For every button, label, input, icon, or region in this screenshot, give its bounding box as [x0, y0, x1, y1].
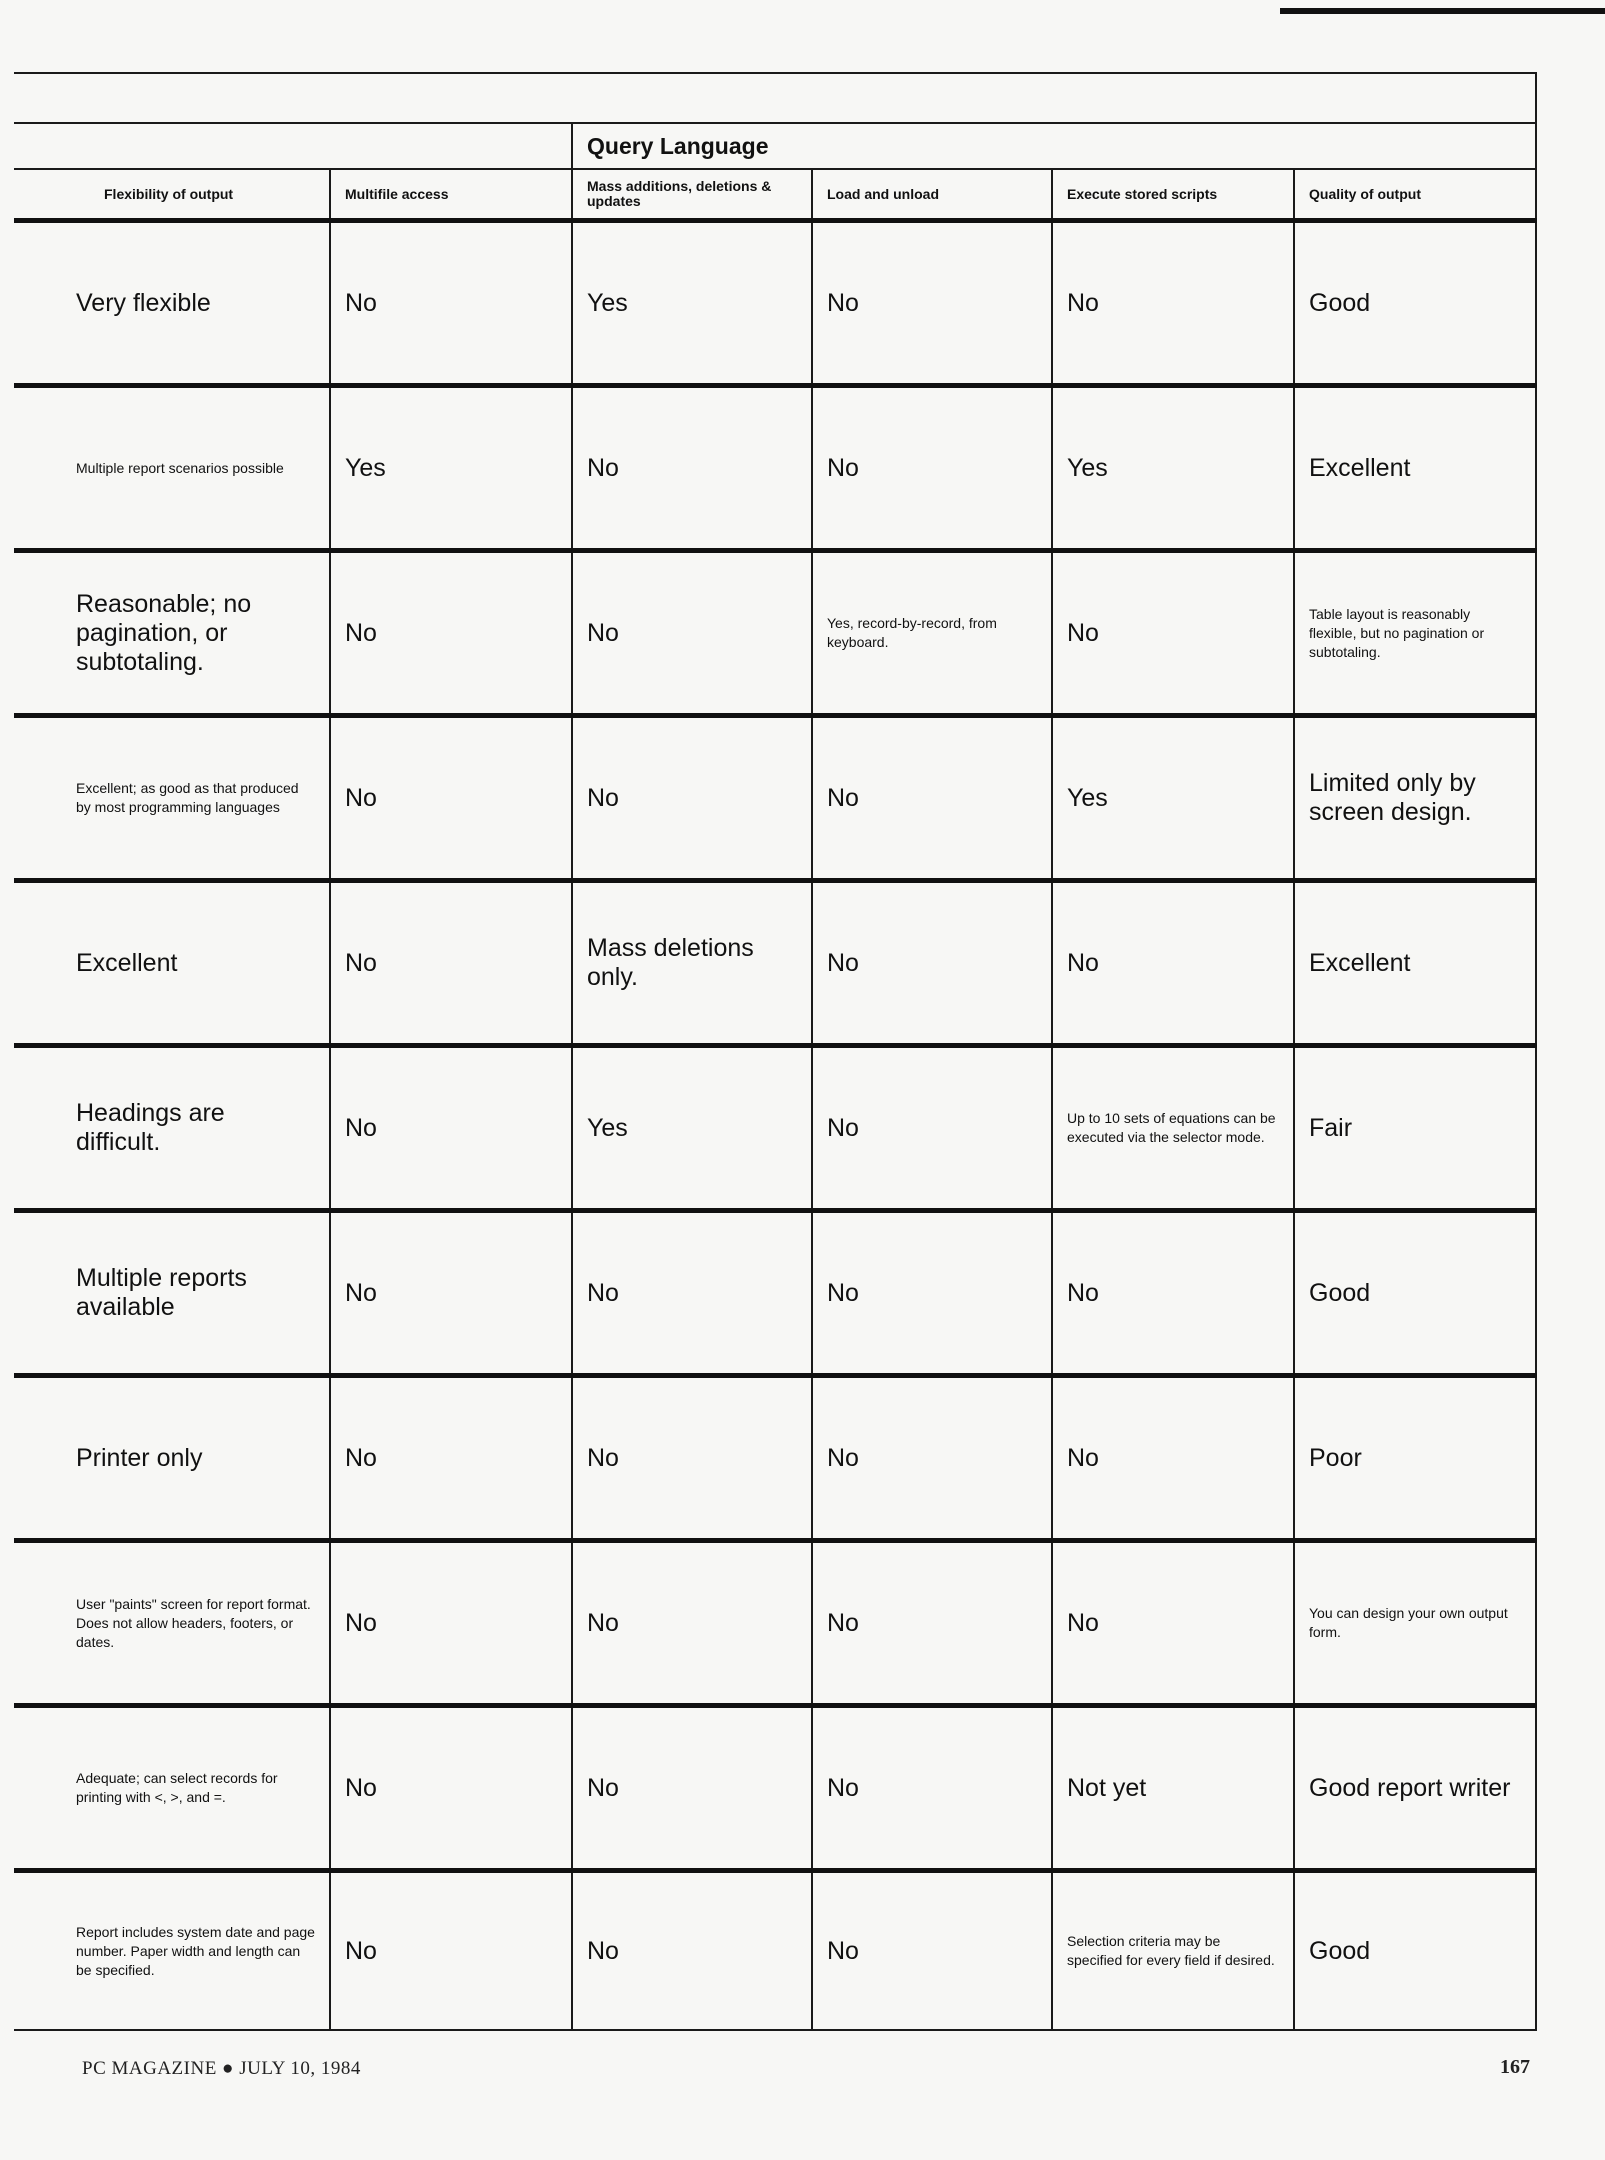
column-header-row [14, 169, 1536, 221]
table-cell: Multiple report scenarios possible [14, 386, 330, 551]
table-cell: No [572, 1871, 812, 2031]
table-cell: No [330, 1376, 572, 1541]
table-cell: Yes [572, 1046, 812, 1211]
table-cell: No [1052, 1376, 1294, 1541]
table-cell: Report includes system date and page number. Paper width and length can be specified. [14, 1871, 330, 2031]
table-cell: No [812, 1541, 1052, 1706]
table-cell: Excellent [1294, 881, 1536, 1046]
table-row [14, 1871, 1536, 2031]
table-cell: Yes [1052, 716, 1294, 881]
table-row [14, 881, 1536, 1046]
table-cell: No [1052, 551, 1294, 716]
table-row [14, 1211, 1536, 1376]
table-cell: Yes [572, 221, 812, 386]
table-cell: No [812, 221, 1052, 386]
column-header: Flexibility of output [14, 169, 330, 221]
table-cell: No [572, 716, 812, 881]
table-cell: Mass deletions only. [572, 881, 812, 1046]
table-cell: Multiple reports available [14, 1211, 330, 1376]
group-header-query-language: Query Language [572, 123, 1536, 169]
page-number: 167 [1500, 2056, 1530, 2078]
table-cell: Excellent [14, 881, 330, 1046]
column-header: Quality of output [1294, 169, 1536, 221]
table-cell: Adequate; can select records for printing with <, >, and =. [14, 1706, 330, 1871]
table-cell: No [812, 716, 1052, 881]
table-cell: Table layout is reasonably flexible, but no pagination or subtotaling. [1294, 551, 1536, 716]
table-cell: Good [1294, 1211, 1536, 1376]
table-cell: No [330, 551, 572, 716]
table-cell: No [812, 386, 1052, 551]
column-header: Execute stored scripts [1052, 169, 1294, 221]
table-cell: No [1052, 221, 1294, 386]
table-row [14, 1541, 1536, 1706]
table-cell: Fair [1294, 1046, 1536, 1211]
table-row [14, 1706, 1536, 1871]
table-cell: No [330, 221, 572, 386]
table-cell: No [812, 1211, 1052, 1376]
table-cell: Very flexible [14, 221, 330, 386]
table-cell: Not yet [1052, 1706, 1294, 1871]
table-cell: Limited only by screen design. [1294, 716, 1536, 881]
table-cell: Reasonable; no pagination, or subtotaling. [14, 551, 330, 716]
column-header: Multifile access [330, 169, 572, 221]
table-cell: No [812, 1046, 1052, 1211]
column-header: Load and unload [812, 169, 1052, 221]
table-row [14, 716, 1536, 881]
table-cell: No [1052, 1211, 1294, 1376]
table-cell: No [1052, 881, 1294, 1046]
footer-publication: PC MAGAZINE ● JULY 10, 1984 [82, 2058, 361, 2079]
table-cell: No [330, 716, 572, 881]
table-cell: Headings are difficult. [14, 1046, 330, 1211]
table-row [14, 551, 1536, 716]
table-row [14, 221, 1536, 386]
table-cell: No [812, 1706, 1052, 1871]
table-cell: Excellent; as good as that produced by most programming languages [14, 716, 330, 881]
table-cell: Selection criteria may be specified for every field if desired. [1052, 1871, 1294, 2031]
table-cell: Good [1294, 221, 1536, 386]
table-cell: No [812, 881, 1052, 1046]
table-cell: No [330, 881, 572, 1046]
table-cell: No [330, 1046, 572, 1211]
top-rule [1280, 8, 1605, 14]
table-cell: Printer only [14, 1376, 330, 1541]
comparison-table [14, 72, 1537, 2031]
table-cell: You can design your own output form. [1294, 1541, 1536, 1706]
table-cell: No [572, 1541, 812, 1706]
table-cell: Poor [1294, 1376, 1536, 1541]
table-cell: Yes, record-by-record, from keyboard. [812, 551, 1052, 716]
table-cell: No [572, 551, 812, 716]
table-cell: No [812, 1376, 1052, 1541]
table-cell: No [812, 1871, 1052, 2031]
table-cell: No [572, 1211, 812, 1376]
table-cell: Yes [330, 386, 572, 551]
table-cell: Up to 10 sets of equations can be executed via the selector mode. [1052, 1046, 1294, 1211]
table-cell: User "paints" screen for report format. Does not allow headers, footers, or dates. [14, 1541, 330, 1706]
table-row [14, 1046, 1536, 1211]
table-cell: No [572, 1376, 812, 1541]
table-cell: No [330, 1871, 572, 2031]
table-cell: No [330, 1541, 572, 1706]
table-cell: Yes [1052, 386, 1294, 551]
column-header: Mass additions, deletions & updates [572, 169, 812, 221]
blank-header-row [14, 73, 1536, 123]
table-row [14, 386, 1536, 551]
table-cell: Good [1294, 1871, 1536, 2031]
table-cell: Excellent [1294, 386, 1536, 551]
table-cell: No [330, 1211, 572, 1376]
table-cell: No [1052, 1541, 1294, 1706]
table-cell: No [330, 1706, 572, 1871]
table-cell: Good report writer [1294, 1706, 1536, 1871]
group-header-row [14, 123, 1536, 169]
table-cell: No [572, 386, 812, 551]
table-cell: No [572, 1706, 812, 1871]
table-row [14, 1376, 1536, 1541]
